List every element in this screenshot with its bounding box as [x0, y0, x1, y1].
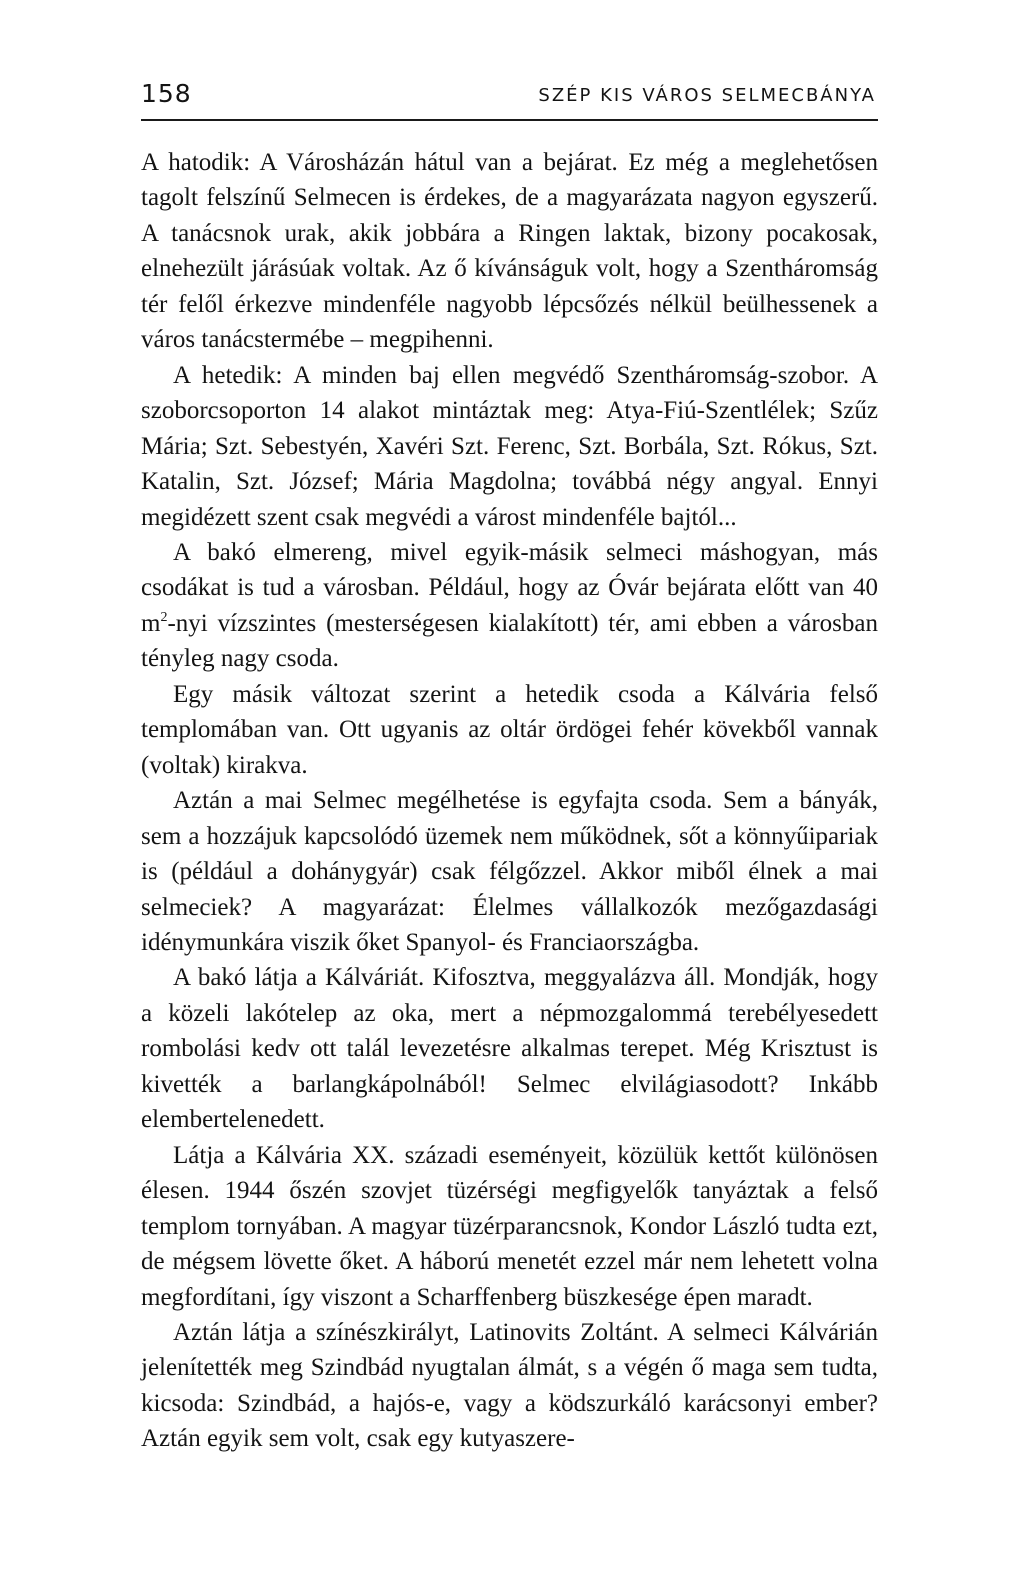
running-head: [141, 78, 878, 118]
body-text: [141, 145, 878, 1457]
paragraph: [141, 535, 878, 677]
paragraph: Aztán látja a színészkirályt, Latinovits Zoltánt. A selmeci Kálvárián jelenítették meg Szindbád nyugtalan álmát, s a végén ő maga sem tudta, kicsoda: Szindbád, a hajós-e, vagy a ködszurkáló karácsonyi ember? Aztán egyik sem volt, csak egy kutyaszere-: [141, 1318, 878, 1453]
header-rule: [141, 119, 878, 121]
paragraph: A bakó látja a Kálváriát. Kifosztva, meggyalázva áll. Mondják, hogy a közeli lakótelep az oka, mert a népmozgalommá terebélyesedett rombolási kedv ott talál levezetésre alkalmas terepet. Még Krisztust is kivették a barlangkápolnából! Selmec elvilágiasodott? Inkább elembertelenedett.: [141, 964, 878, 1134]
paragraph: A hetedik: A minden baj ellen megvédő Szentháromság-szobor. A szoborcsoporton 14 alakot mintáztak meg: Atya-Fiú-Szentlélek; Szűz Mária; Szt. Sebestyén, Xavéri Szt. Ferenc, Szt. Borbála, Szt. Rókus, Szt. Katalin, Szt. József; Mária Magdolna; továbbá négy angyal. Ennyi megidézett szent csak megvédi a várost mindenféle bajtól...: [141, 361, 878, 531]
superscript: 2: [160, 609, 168, 625]
paragraph-text: -nyi vízszintes (mesterségesen kialakított) tér, ami ebben a városban tényleg nagy csoda.: [141, 609, 878, 673]
paragraph: Aztán a mai Selmec megélhetése is egyfajta csoda. Sem a bányák, sem a hozzájuk kapcsolódó üzemek nem működnek, sőt a könnyűipariak is (például a dohánygyár) csak félgőzzel. Akkor miből élnek a mai selmeciek? A magyarázat: Élelmes vállalkozók mezőgazdasági idénymunkára viszik őket Spanyol- és Franciaországba.: [141, 787, 878, 956]
page-number: 158: [141, 79, 192, 108]
paragraph: Egy másik változat szerint a hetedik csoda a Kálvária felső templomában van. Ott ugyanis az oltár ördögei fehér kövekből vannak (voltak) kirakva.: [141, 680, 878, 779]
paragraph: Látja a Kálvária XX. századi eseményeit, közülük kettőt különösen élesen. 1944 őszén szovjet tüzérségi megfigyelők tanyáztak a felső templom tornyában. A magyar tüzérparancsnok, Kondor László tudta ezt, de mégsem lövette őket. A háború menetét ezzel már nem lehetett volna megfordítani, így viszont a Scharffenberg büszkesége épen maradt.: [141, 1141, 878, 1311]
running-title: SZÉP KIS VÁROS SELMECBÁNYA: [538, 85, 876, 106]
paragraph-text: A bakó elmereng, mivel egyik-másik selmeci máshogyan, más csodákat is tud a városban. Például, hogy az Óvár bejárata előtt van 40 m: [141, 538, 878, 637]
paragraph: A hatodik: A Városházán hátul van a bejárat. Ez még a meglehetősen tagolt felszínű Selmecen is érdekes, de a magyarázata nagyon egyszerű. A tanácsnok urak, akik jobbára a Ringen laktak, bizony pocakosak, elnehezült járásúak voltak. Az ő kívánságuk volt, hogy a Szentháromság tér felől érkezve mindenféle nagyobb lépcsőzés nélkül beülhessenek a város tanácstermébe – megpihenni.: [141, 149, 878, 354]
